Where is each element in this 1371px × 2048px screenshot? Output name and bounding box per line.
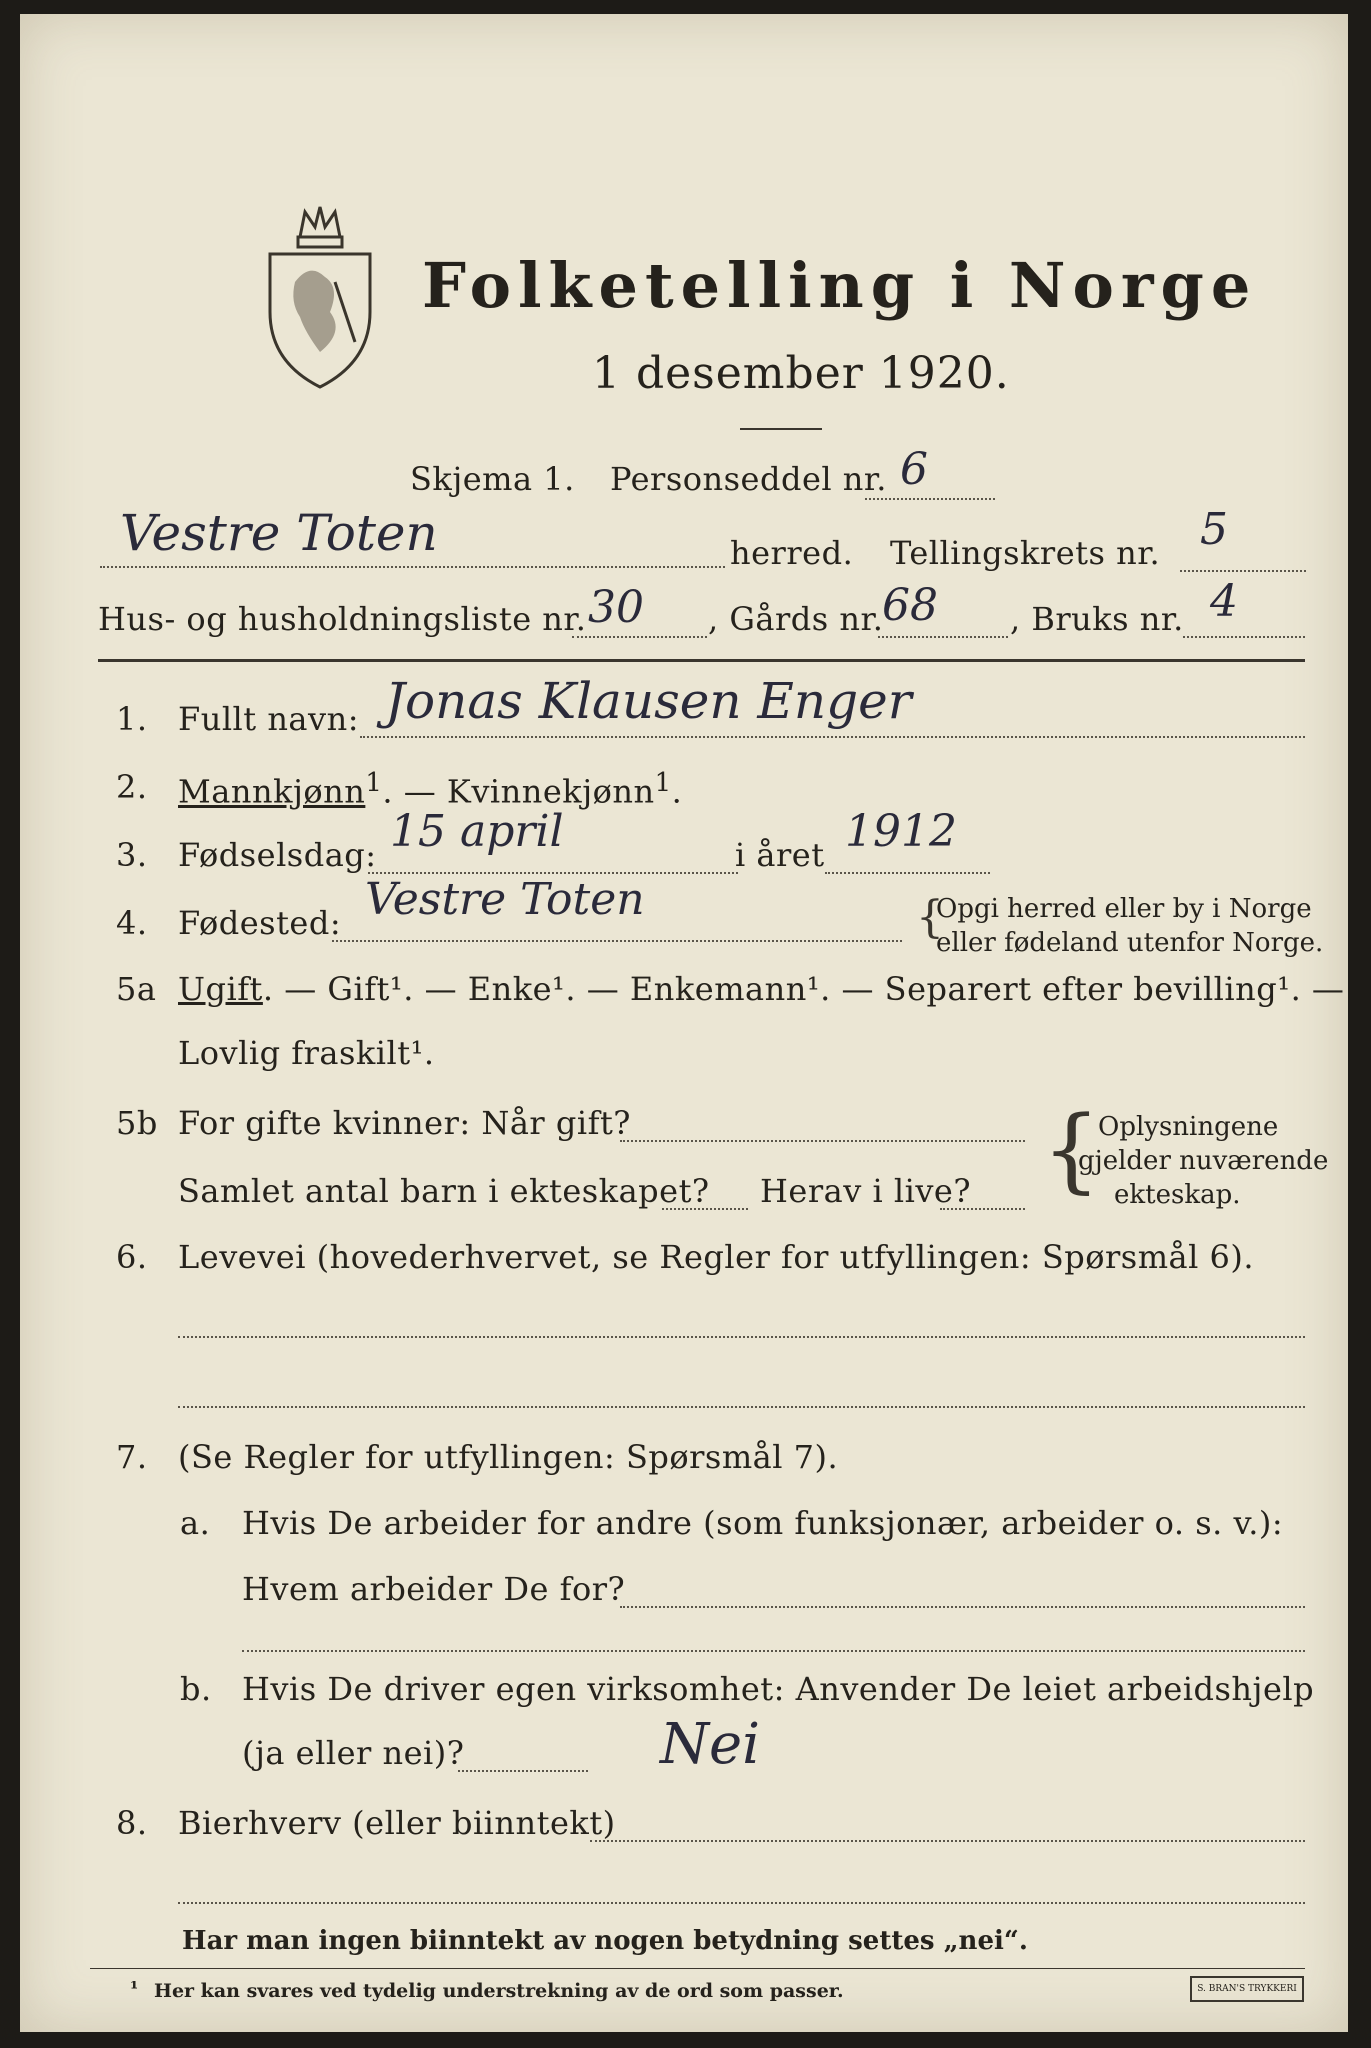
q1-label: Fullt navn: <box>178 700 359 738</box>
q1-number: 1. <box>116 700 148 738</box>
q5b-note-line2: gjelder nuværende <box>1078 1146 1329 1176</box>
census-form: Folketelling i Norge 1 desember 1920. Skjema 1. Personseddel nr. 6 Vestre Toten herred. Tellingskrets nr. 5 Hus- og husholdningsliste nr. 30 , Gårds nr. 68 , Bruks nr. 4 1. Fullt navn: Jonas Klausen Enger 2. Mannkjønn$^1$. — Kvinnekjønn$^1$. 3. Fødselsdag: 15 april i året 1912 4. Fødested: Vestre Toten { Opgi herred eller by i Norge eller fødeland utenfor Norge. 5a Ugift. — Gift¹. — Enke¹. — Enkemann¹. — Separert efter bevilling¹. — Lovlig fraskilt¹. 5b For gifte kvinner: Når gift? Samlet antal barn i ekteskapet? Herav i live? { Oplysningene gjelder nuværende ekteskap. 6. Levevei (hovederhvervet, se Regler for utfyllingen: Spørsmål 6). 7. (Se Regler for utfyllingen: Spørsmål 7). a. Hvis De arbeider for andre (som funksjonær, arbeider o. s. v.): Hvem arbeider De for? b. Hvis De driver egen virksomhet: Anvender De leiet arbeidshjelp (ja eller nei)? Nei 8. Bierhverv (eller biinntekt) Har man ingen biinntekt av nogen betydning settes „nei“. ¹ Her kan svares ved tydelig understrekning av de ord som passer. S. BRAN'S TRYKKERI <box>20 14 1348 2032</box>
full-name-value: Jonas Klausen Enger <box>385 672 912 730</box>
birthday-value: 15 april <box>390 806 564 857</box>
coat-of-arms-icon <box>260 192 380 392</box>
personseddel-value: 6 <box>900 444 928 495</box>
q7a-line1: Hvis De arbeider for andre (som funksjonær, arbeider o. s. v.): <box>242 1504 1284 1542</box>
personseddel-label: Personseddel nr. <box>610 460 887 498</box>
q7-number: 7. <box>116 1438 148 1476</box>
header-separator <box>98 659 1305 662</box>
q3-label: Fødselsdag: <box>178 836 377 874</box>
q2-male-option: Mannkjønn <box>178 772 366 811</box>
q5b-note-line1: Oplysningene <box>1098 1112 1279 1142</box>
census-date: 1 desember 1920. <box>592 348 1010 399</box>
title-divider <box>740 428 822 430</box>
q2-female-option: . — Kvinnekjønn <box>382 772 655 811</box>
q6-number: 6. <box>116 1238 148 1276</box>
q7b-answer: Nei <box>660 1712 761 1777</box>
footnote-mark: ¹ <box>130 1978 139 2000</box>
form-title: Folketelling i Norge <box>422 249 1258 322</box>
printer-stamp: S. BRAN'S TRYKKERI <box>1190 1976 1304 2002</box>
tellingskrets-value: 5 <box>1200 504 1228 555</box>
birthplace-value: Vestre Toten <box>365 874 645 925</box>
q5a-line2: Lovlig fraskilt¹. <box>178 1034 435 1072</box>
q5a-ugift-option: Ugift <box>178 970 263 1008</box>
herred-value: Vestre Toten <box>120 504 438 562</box>
gards-value: 68 <box>882 580 938 631</box>
q7b-letter: b. <box>180 1670 212 1708</box>
q5b-note-line3: ekteskap. <box>1114 1180 1241 1210</box>
q3-number: 3. <box>116 836 148 874</box>
q5b-line2b: Herav i live? <box>760 1172 972 1210</box>
q7b-line2: (ja eller nei)? <box>242 1734 465 1772</box>
q7-label: (Se Regler for utfyllingen: Spørsmål 7). <box>178 1438 839 1476</box>
schema-label: Skjema 1. <box>410 460 575 498</box>
q5a-number: 5a <box>116 970 157 1008</box>
q4-note-line1: Opgi herred eller by i Norge <box>936 894 1312 924</box>
birth-year-value: 1912 <box>845 806 957 857</box>
tellingskrets-label: Tellingskrets nr. <box>890 534 1161 572</box>
footnote-text: Her kan svares ved tydelig understrekning av de ord som passer. <box>154 1980 844 2002</box>
q4-number: 4. <box>116 904 148 942</box>
footer-note: Har man ingen biinntekt av nogen betydning settes „nei“. <box>182 1926 1028 1956</box>
q8-label: Bierhverv (eller biinntekt) <box>178 1804 616 1842</box>
q7a-letter: a. <box>180 1504 211 1542</box>
q6-label: Levevei (hovederhvervet, se Regler for utfyllingen: Spørsmål 6). <box>178 1238 1255 1276</box>
q8-number: 8. <box>116 1804 148 1842</box>
q2-number: 2. <box>116 768 148 806</box>
bruks-label: , Bruks nr. <box>1010 600 1184 638</box>
q7a-line2: Hvem arbeider De for? <box>242 1570 626 1608</box>
herred-label: herred. <box>730 534 854 572</box>
q5b-number: 5b <box>116 1104 158 1142</box>
q4-note-line2: eller fødeland utenfor Norge. <box>936 928 1324 958</box>
q4-label: Fødested: <box>178 904 342 942</box>
q5b-line2a: Samlet antal barn i ekteskapet? <box>178 1172 710 1210</box>
q3-year-label: i året <box>735 836 825 874</box>
q5b-line1: For gifte kvinner: Når gift? <box>178 1104 631 1142</box>
husholdningsliste-label: Hus- og husholdningsliste nr. <box>98 600 587 638</box>
q5a-other-options: . — Gift¹. — Enke¹. — Enkemann¹. — Separert efter bevilling¹. — <box>262 970 1345 1008</box>
bruks-value: 4 <box>1210 576 1238 627</box>
husholdningsliste-value: 30 <box>588 582 644 633</box>
q7b-line1: Hvis De driver egen virksomhet: Anvender De leiet arbeidshjelp <box>242 1670 1315 1708</box>
gards-label: , Gårds nr. <box>708 600 884 638</box>
